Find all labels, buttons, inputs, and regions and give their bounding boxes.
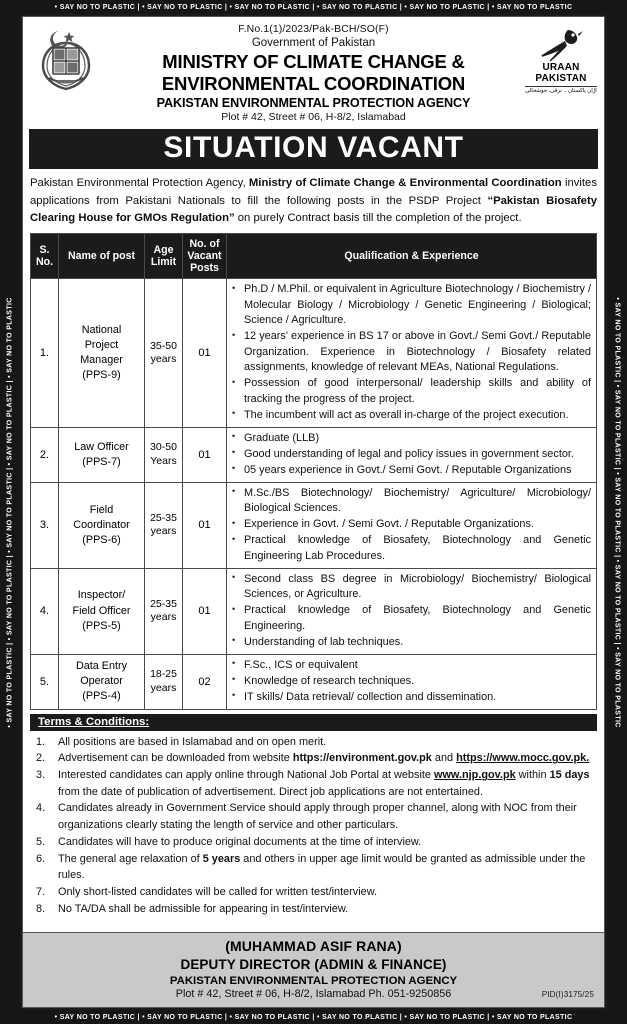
plastic-banner-right [607,14,627,1010]
uraan-pakistan-logo [524,24,598,94]
qualification-item: • IT skills/ Data retrieval/ collection and dissemination. [230,690,591,705]
government-label: Government of Pakistan [251,36,376,49]
post-name-line: Project [84,338,119,351]
column-header-age [145,233,183,279]
plastic-banner-bottom: • SAY NO TO PLASTIC | • SAY NO TO PLASTIC | • SAY NO TO PLASTIC | • SAY NO TO PLASTIC | • SAY NO TO PLASTIC | • SAY NO TO PLASTIC [0,1010,627,1024]
intro-bold-ministry: Ministry of Climate Change & Environmental Coordination [248,177,562,190]
post-name-line: Field Officer [72,604,131,617]
row-qualifications [227,279,597,427]
intro-part-1: Pakistan Environmental Protection Agency, [30,177,249,190]
post-name-line: Coordinator [73,518,130,531]
row-serial: 2. [31,427,59,482]
row-age-limit [145,427,183,482]
post-grade: (PPS-9) [82,369,121,382]
column-header-qualification: Qualification & Experience [227,233,597,279]
terms-age-relaxation: 5 years [202,852,241,865]
row-vacancies: 01 [183,427,227,482]
age-unit: years [150,525,177,538]
row-post-name [59,654,145,709]
plastic-banner-right-text: • SAY NO TO PLASTIC | • SAY NO TO PLASTIC | • SAY NO TO PLASTIC | • SAY NO TO PLASTIC | • SAY NO TO PLASTIC [613,296,621,728]
qualification-item: • F.Sc., ICS or equivalent [230,658,591,673]
pakistan-state-emblem-icon [35,28,97,94]
agency-title: PAKISTAN ENVIRONMENTAL PROTECTION AGENCY [156,95,471,110]
document-header [27,20,600,125]
age-unit: years [150,611,177,624]
terms-conditions-heading: Terms & Conditions: [38,715,150,728]
row-post-name [59,279,145,427]
age-range: 25-35 [150,511,177,524]
row-vacancies: 01 [183,279,227,427]
column-header-serial [31,233,59,279]
terms-deadline-days: 15 days [549,769,590,782]
terms-item-1: All positions are based in Islamabad and on open merit. [58,735,327,748]
table-row [31,482,597,568]
signatory-organization: PAKISTAN ENVIRONMENTAL PROTECTION AGENCY [169,974,458,987]
row-age-limit [145,654,183,709]
post-grade: (PPS-6) [82,533,121,546]
uraan-pakistan-bird-icon [538,28,584,62]
signatory-designation: DEPUTY DIRECTOR (ADMIN & FINANCE) [180,957,447,973]
qualification-item: • Experience in Govt. / Semi Govt. / Reputable Organizations. [230,517,591,532]
column-header-vacancies [183,233,227,279]
intro-paragraph [30,175,597,226]
terms-item-6-tail: and others in upper age limit would be granted as admissible under the rules. [58,852,586,881]
uraan-urdu-tagline: اڑان پاکستان ۔ ترقی، خوشحالی [525,88,597,94]
qualification-item: • Good understanding of legal and policy issues in government sector. [230,447,591,462]
signatory-name: (MUHAMMAD ASIF RANA) [225,938,402,955]
row-serial: 5. [31,654,59,709]
qualification-item: • Practical knowledge of Biosafety, Biotechnology and Genetic Engineering Lab Procedures. [230,533,591,564]
terms-item-6-text: The general age relaxation of [58,852,203,865]
qualification-item: • Second class BS degree in Microbiology/ Biochemistry/ Biological Sciences, or Agriculture. [230,572,591,603]
post-name-line: Inspector/ [77,589,126,602]
row-post-name [59,427,145,482]
table-row [31,654,597,709]
terms-conditions-banner [30,714,597,731]
column-header-serial-l2: No. [35,256,54,269]
intro-bold-project: “Pakistan Biosafety Clearing House for GMOs Regulation” [30,194,597,224]
state-emblem [29,24,103,94]
row-age-limit [145,482,183,568]
qualification-item: • Understanding of lab techniques. [230,635,591,650]
table-header-row [31,233,597,279]
row-post-name [59,568,145,654]
environment-gov-pk-link[interactable]: https://environment.gov.pk [292,752,432,765]
terms-item-3-tail: from the date of publication of advertisement. Direct job applications are not entertained. [58,785,483,798]
terms-item-6 [30,851,597,884]
row-serial: 3. [31,482,59,568]
age-unit: Years [150,454,177,467]
post-grade: (PPS-5) [82,619,121,632]
column-header-post: Name of post [59,233,145,279]
qualification-item: • 12 years' experience in BS 17 or above in Govt./ Semi Govt./ Reputable Organization. Experience in Biotechnology / Biosafety related assignments, knowledge of relevant MEAs, National Regulations. [230,329,591,375]
terms-item-7: Only short-listed candidates will be called for written test/interview. [58,885,377,898]
qualification-item: • The incumbent will act as overall in-charge of the project execution. [230,408,591,423]
njp-gov-pk-link[interactable]: www.njp.gov.pk [433,769,516,782]
posts-table [30,233,597,710]
row-qualifications [227,568,597,654]
intro-part-2: invites applications from Pakistani Nationals to fill the following posts in the PSDP Project [30,177,597,207]
qualification-item: • Ph.D / M.Phil. or equivalent in Agriculture Biotechnology / Biochemistry / Molecular Biology / Microbiology / Genetic Engineering / Biological; Science / Agriculture. [230,282,591,328]
age-range: 25-35 [150,597,177,610]
post-grade: (PPS-7) [82,455,121,468]
file-number: F.No.1(1)/2023/Pak-BCH/SO(F) [238,23,389,35]
qualification-item: • Practical knowledge of Biosafety, Biotechnology and Genetic Engineering. [230,603,591,634]
plastic-banner-top: • SAY NO TO PLASTIC | • SAY NO TO PLASTIC | • SAY NO TO PLASTIC | • SAY NO TO PLASTIC | • SAY NO TO PLASTIC | • SAY NO TO PLASTIC [0,0,627,14]
ministry-title-line-2: ENVIRONMENTAL COORDINATION [161,72,466,94]
age-range: 18-25 [150,668,177,681]
mocc-gov-pk-link[interactable]: https://www.mocc.gov.pk. [456,752,590,765]
qualification-item: • Graduate (LLB) [230,431,591,446]
qualification-item: • Possession of good interpersonal/ leadership skills and ability of tracking the progress of the project. [230,376,591,407]
qualification-item: • 05 years experience in Govt./ Semi Govt. / Reputable Organizations [230,463,591,478]
column-header-serial-l1: S. [39,243,50,256]
row-post-name [59,482,145,568]
row-vacancies: 01 [183,568,227,654]
row-qualifications [227,654,597,709]
post-name-line: Field [89,503,114,516]
row-age-limit [145,568,183,654]
column-header-vacancies-l1: No. of [189,237,220,250]
post-name-line: Manager [80,354,123,367]
post-name-line: Data Entry [75,659,127,672]
row-serial: 4. [31,568,59,654]
ministry-title-line-1: MINISTRY OF CLIMATE CHANGE & [162,50,465,72]
uraan-label-line-2: PAKISTAN [535,72,587,84]
terms-item-2-text: Advertisement can be downloaded from website [58,752,293,765]
table-row [31,568,597,654]
uraan-label-line-1: URAAN [542,62,580,73]
post-name-line: Law Officer [74,440,129,453]
terms-item-2-conjunction: and [431,752,457,765]
terms-item-3-text: Interested candidates can apply online through National Job Portal at website [58,769,434,782]
signatory-address: Plot # 42, Street # 06, H-8/2, Islamabad Ph. 051-9250856 [175,988,452,1001]
terms-item-8: No TA/DA shall be admissible for appearing in test/interview. [58,902,349,915]
row-qualifications [227,482,597,568]
table-row [31,427,597,482]
terms-item-4: Candidates already in Government Service should apply through proper channel, along with NOC from their organizations clearly stating the length of service and other particulars. [58,802,577,831]
column-header-age-l1: Age [153,243,174,256]
age-range: 35-50 [150,339,177,352]
age-unit: years [150,353,177,366]
situation-vacant-banner: SITUATION VACANT [29,129,598,169]
signature-block [23,932,604,1007]
header-address: Plot # 42, Street # 06, H-8/2, Islamabad [221,110,406,123]
row-age-limit [145,279,183,427]
plastic-banner-left [0,14,20,1010]
post-name-line: Operator [80,674,123,687]
qualification-item: • Knowledge of research techniques. [230,674,591,689]
post-name-line: National [81,323,122,336]
terms-item-3-within: within [515,769,550,782]
row-vacancies: 01 [183,482,227,568]
table-row [31,279,597,427]
terms-item-5: Candidates will have to produce original documents at the time of interview. [58,835,422,848]
advertisement-sheet [22,16,605,1008]
qualification-item: • M.Sc./BS Biotechnology/ Biochemistry/ Agriculture/ Microbiology/ Biological Sciences. [230,486,591,517]
header-text-block [107,24,520,123]
column-header-vacancies-l2: Vacant [187,250,222,263]
age-unit: years [150,681,177,694]
row-serial: 1. [31,279,59,427]
plastic-banner-left-text: • SAY NO TO PLASTIC | • SAY NO TO PLASTIC | • SAY NO TO PLASTIC | • SAY NO TO PLASTIC | • SAY NO TO PLASTIC [6,296,14,728]
terms-item-2 [30,750,597,766]
age-range: 30-50 [150,441,177,454]
terms-conditions-list [30,734,597,917]
terms-item-3 [30,767,597,800]
column-header-vacancies-l3: Posts [190,262,219,275]
pid-number: PID(I)3175/25 [541,989,594,999]
post-grade: (PPS-4) [82,690,121,703]
row-vacancies: 02 [183,654,227,709]
column-header-age-l2: Limit [150,256,177,269]
intro-part-3: on purely Contract basis till the completion of the project. [234,211,522,224]
row-qualifications [227,427,597,482]
